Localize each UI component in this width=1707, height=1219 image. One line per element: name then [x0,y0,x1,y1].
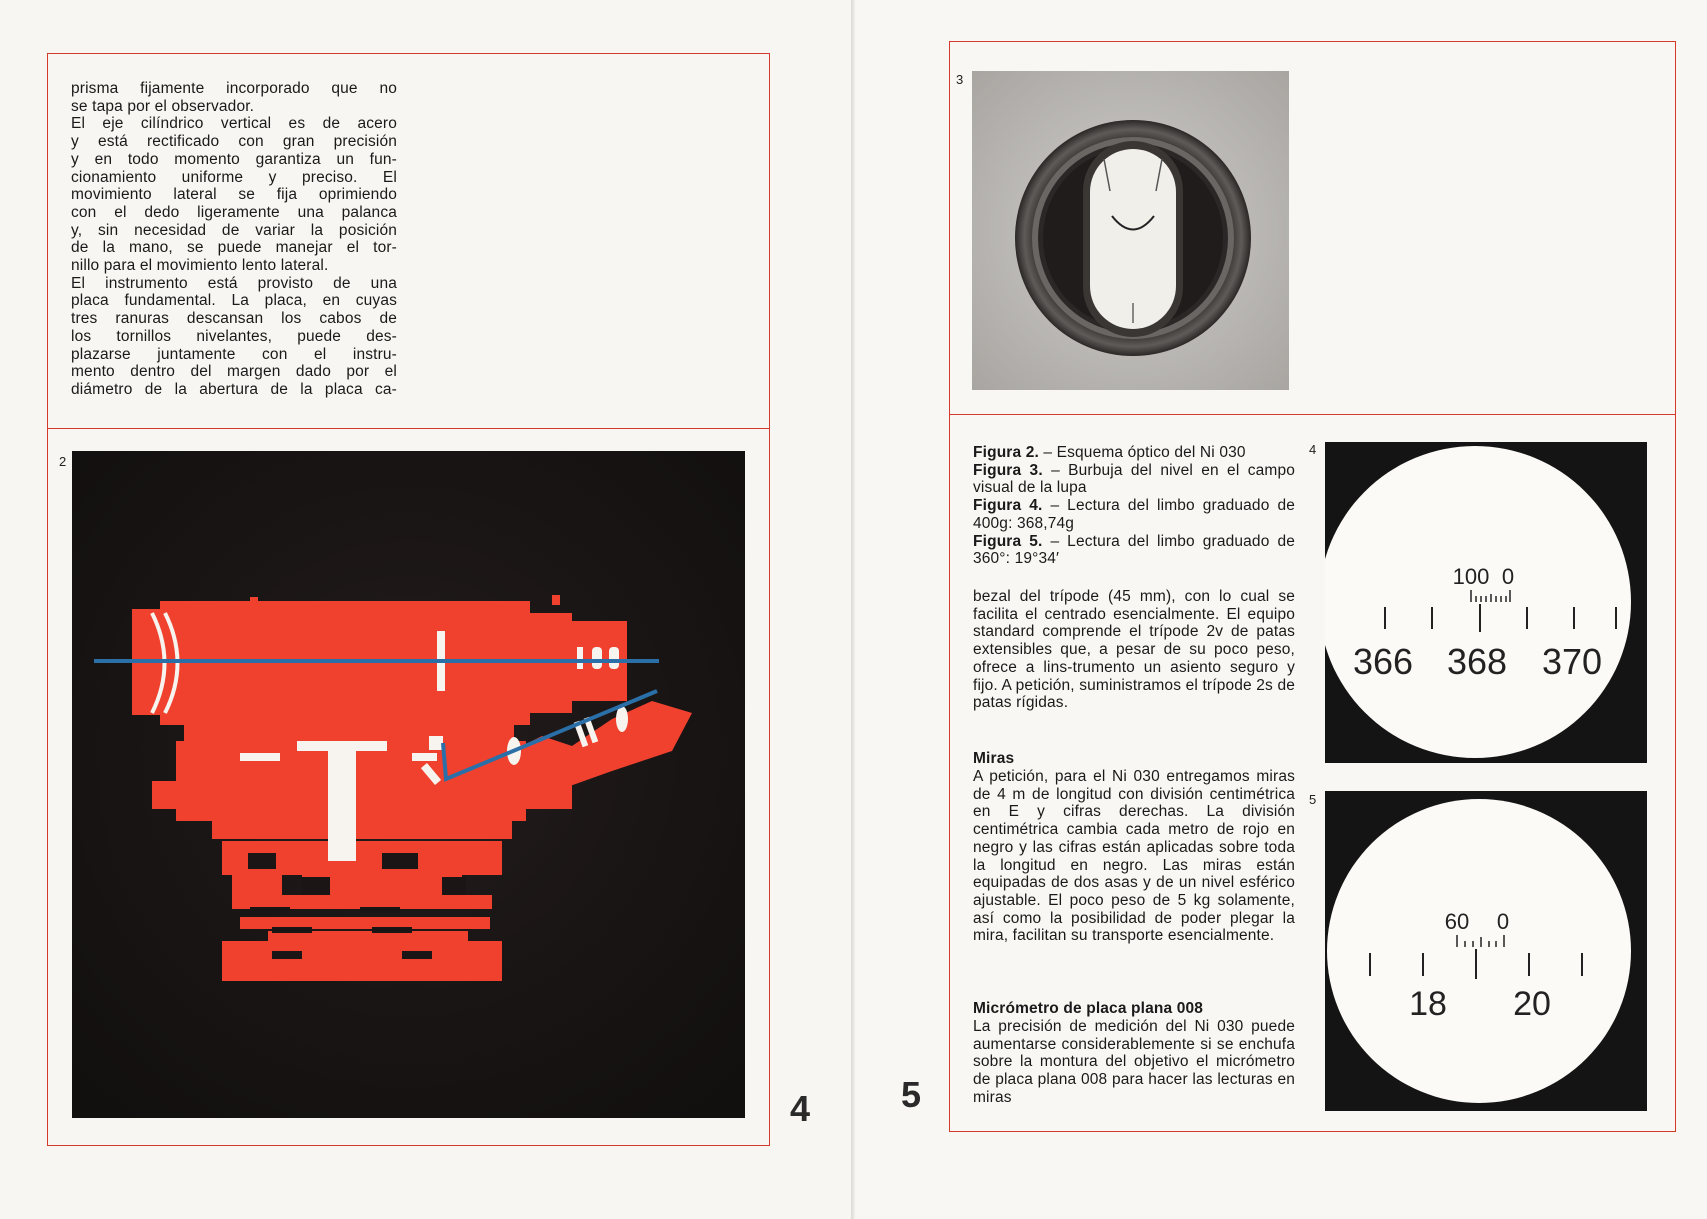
text-line: tres ranuras descansan los cabos de [71,310,397,328]
text-line: con el dedo ligeramente una palanca [71,203,397,221]
left-divider [47,428,770,429]
caption-figura-4: Figura 4. – Lectura del limbo graduado de 400g: 368,74g [973,497,1295,532]
dial-360-reading [1325,791,1647,1111]
tripode-paragraph: bezal del trípode (45 mm), con lo cual se facilita el centrado esencialmente. El equipo standard comprende el trípode 2v de patas extensibles que, a pesar de su poco peso, ofrece a lins-trumento un asiento seguro y fijo. A petición, suministramos el trípode 2s de patas rígidas. [973,588,1295,712]
text-line: movimiento lateral se fija oprimiendo [71,186,397,204]
miras-text: A petición, para el Ni 030 entregamos miras de 4 m de longitud con división centimétrica en E y cifras derechas. La división centimétrica cambia cada metro de rojo en negro y las cifras están aplicadas sobre toda la longitud en negro. Las miras están equipadas de dos asas y de un nivel esférico ajustable. El poco peso de 5 kg solamente, así como la posibilidad de poder plegar la mira, facilitan su transporte esencialmente. [973,768,1295,945]
dial4-micro-label-0: 0 [1501,564,1515,589]
text-line: mento dentro del margen dado por el [71,363,397,381]
dial5-major-label-18: 18 [1409,985,1447,1023]
figure-4-number: 4 [1309,442,1317,457]
dial5-micro-label-60: 60 [1444,909,1470,934]
text-line: y en todo momento garantiza un fun- [71,150,397,168]
text-line: plazarse juntamente con el instru- [71,345,397,363]
dial-400g-reading [1325,442,1647,763]
dial5-major-label-20: 20 [1513,985,1551,1023]
text-line: se tapa por el observador. [71,97,255,115]
text-line: de la mano, se puede manejar el tor- [71,239,397,257]
micrometro-heading: Micrómetro de placa plana 008 [973,1000,1204,1017]
figure-3-bubble-photo [972,71,1289,390]
dial4-major-label-366: 366 [1352,641,1414,682]
micrometro-section [973,1000,1295,1107]
caption-figura-3: Figura 3. – Burbuja del nivel en el campo visual de la lupa [973,461,1295,497]
text-line: y, sin necesidad de variar la posición [71,221,397,239]
text-line: diámetro de la abertura de la placa ca- [71,380,397,398]
right-divider [949,414,1676,415]
text-line: cionamiento uniforme y preciso. El [71,168,397,186]
dial4-major-label-370: 370 [1541,641,1603,682]
left-page-number: 4 [790,1088,811,1129]
caption-figura-5: Figura 5. – Lectura del limbo graduado de 360°: 19°34′ [973,532,1295,568]
text-line: El instrumento está provisto de una [71,274,397,292]
figure-5-dial [1325,791,1647,1111]
text-line: y está rectificado con gran precisión [71,133,397,151]
micrometro-text: La precisión de medición del Ni 030 puede aumentarse considerablemente si se enchufa sobre la montura del objetivo el micrómetro de placa plana 008 para hacer las lecturas en miras [973,1018,1295,1106]
text-line: placa fundamental. La placa, en cuyas [71,292,397,310]
caption-figura-2: Figura 2. – Esquema óptico del Ni 030 [973,444,1246,461]
text-line: El eje cilíndrico vertical es de acero [71,115,397,133]
dial4-micro-label-100: 100 [1452,564,1490,589]
bubble-level-view [972,71,1289,390]
figure-2-optical-schematic [72,451,745,1118]
dial5-micro-label-0: 0 [1496,909,1510,934]
figure-4-dial [1325,442,1647,763]
instrument-diagram [72,451,745,1118]
text-line: nillo para el movimiento lento lateral. [71,257,329,275]
figure-5-number: 5 [1309,792,1317,807]
figure-2-number: 2 [59,454,67,469]
miras-heading: Miras [973,750,1015,767]
right-page [855,0,1707,1219]
text-line: prisma fijamente incorporado que no [71,80,397,97]
left-body-text [71,80,397,399]
figure-3-number: 3 [956,72,964,87]
right-page-number: 5 [901,1074,922,1115]
miras-section [973,750,1295,945]
dial4-major-label-368: 368 [1446,641,1508,682]
figure-captions [973,444,1295,568]
text-line: los tornillos nivelantes, puede des- [71,327,397,345]
